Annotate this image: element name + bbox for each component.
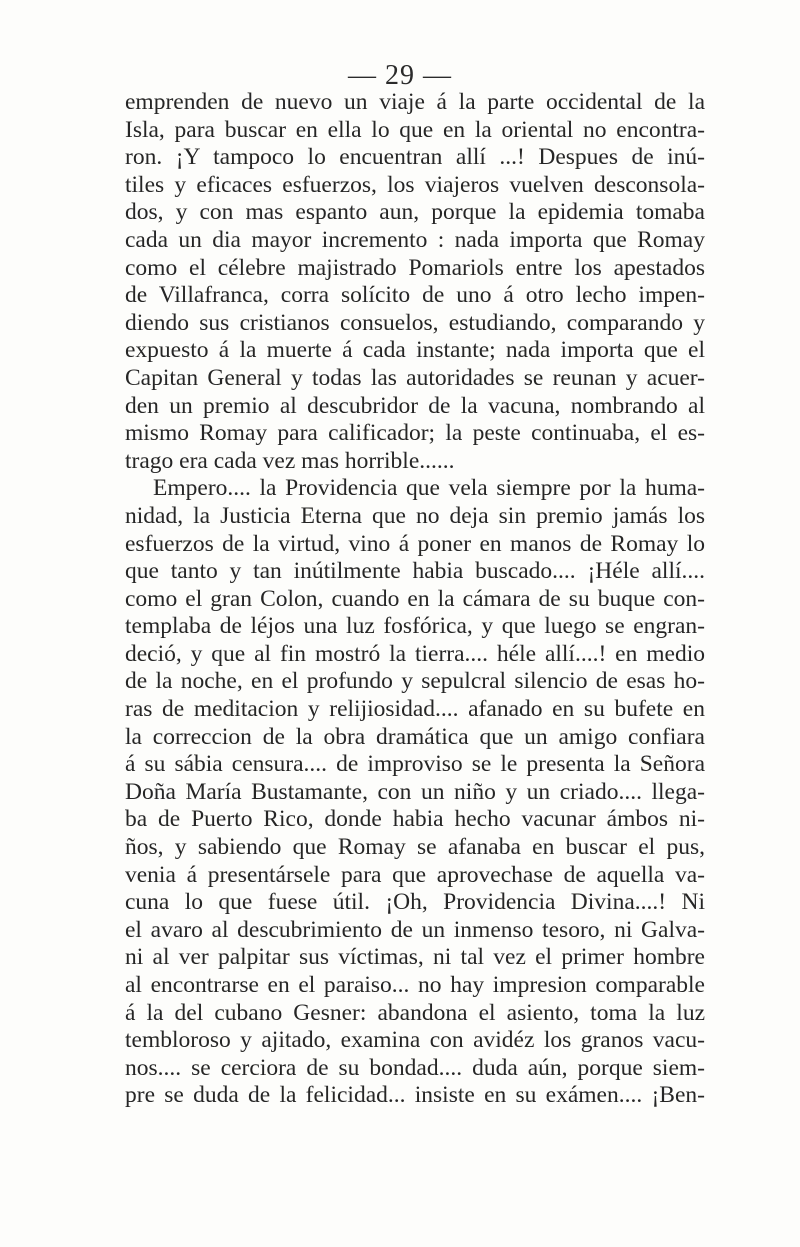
page-number: — 29 —: [348, 60, 452, 91]
text-line: esfuerzos de la virtud, vino á poner en manos de Romay lo: [125, 530, 705, 557]
text-line: la correccion de la obra dramática que un amigo confiara: [125, 723, 705, 750]
text-line: el avaro al descubrimiento de un inmenso tesoro, ni Galva-: [125, 916, 705, 943]
text-line: de la noche, en el profundo y sepulcral silencio de esas ho-: [125, 668, 705, 695]
text-line: tiles y eficaces esfuerzos, los viajeros vuelven desconsola-: [125, 171, 705, 198]
text-line: cuna lo que fuese útil. ¡Oh, Providencia Divina....! Ni: [125, 889, 705, 916]
text-line: ni al ver palpitar sus víctimas, ni tal vez el primer hombre: [125, 944, 705, 971]
text-line: pre se duda de la felicidad... insiste en su exámen.... ¡Ben-: [125, 1082, 705, 1109]
body-text: [125, 89, 705, 1110]
text-line: como el célebre majistrado Pomariols entre los apestados: [125, 254, 705, 281]
text-line: ños, y sabiendo que Romay se afanaba en buscar el pus,: [125, 834, 705, 861]
text-line: Capitan General y todas las autoridades se reunan y acuer-: [125, 364, 705, 391]
text-line: Empero.... la Providencia que vela siempre por la huma-: [153, 475, 705, 502]
text-line: Doña María Bustamante, con un niño y un criado.... llega-: [125, 778, 705, 805]
text-line: templaba de léjos una luz fosfórica, y que luego se engran-: [125, 613, 705, 640]
text-line: deció, y que al fin mostró la tierra.... héle allí....! en medio: [125, 640, 705, 667]
text-line: nos.... se cerciora de su bondad.... duda aún, porque siem-: [125, 1054, 705, 1081]
text-line: expuesto á la muerte á cada instante; nada importa que el: [125, 337, 705, 364]
text-line: á su sábia censura.... de improviso se le presenta la Señora: [125, 751, 705, 778]
text-line: den un premio al descubridor de la vacuna, nombrando al: [125, 392, 705, 419]
text-line: como el gran Colon, cuando en la cámara de su buque con-: [125, 585, 705, 612]
text-line: venia á presentársele para que aprovechase de aquella va-: [125, 861, 705, 888]
text-line: de Villafranca, corra solícito de uno á otro lecho impen-: [125, 282, 705, 309]
text-line: á la del cubano Gesner: abandona el asiento, toma la luz: [125, 999, 705, 1026]
text-line: trago era cada vez mas horrible......: [125, 447, 455, 474]
text-line: al encontrarse en el paraiso... no hay impresion comparable: [125, 972, 705, 998]
text-line: nidad, la Justicia Eterna que no deja sin premio jamás los: [125, 502, 705, 529]
text-line: ras de meditacion y relijiosidad.... afanado en su bufete en: [125, 696, 705, 723]
text-line: ron. ¡Y tampoco lo encuentran allí ...! Despues de inú-: [125, 144, 705, 171]
text-line: ba de Puerto Rico, donde habia hecho vacunar ámbos ni-: [125, 806, 705, 833]
text-line: tembloroso y ajitado, examina con avidéz los granos vacu-: [125, 1027, 705, 1054]
text-line: Isla, para buscar en ella lo que en la oriental no encontra-: [125, 116, 705, 143]
text-line: diendo sus cristianos consuelos, estudiando, comparando y: [125, 309, 705, 336]
text-line: dos, y con mas espanto aun, porque la epidemia tomaba: [125, 199, 705, 226]
text-line: cada un dia mayor incremento : nada importa que Romay: [125, 226, 705, 253]
text-line: emprenden de nuevo un viaje á la parte occidental de la: [125, 89, 705, 115]
text-line: que tanto y tan inútilmente habia buscado.... ¡Héle allí....: [125, 558, 705, 585]
text-line: mismo Romay para calificador; la peste continuaba, el es-: [125, 420, 705, 447]
